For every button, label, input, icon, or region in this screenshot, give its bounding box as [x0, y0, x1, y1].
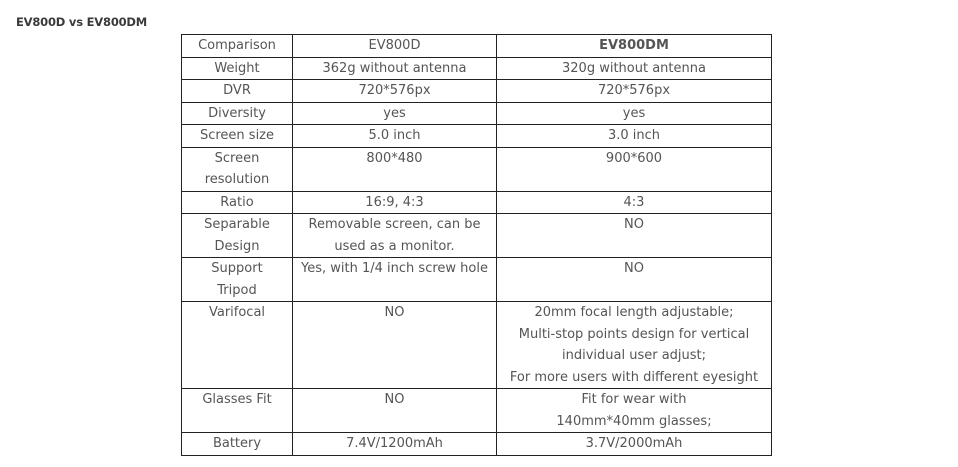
- row-label-cell: [182, 214, 293, 258]
- ev800d-value-cell: [293, 302, 497, 389]
- ev800d-value-cell: [293, 258, 497, 302]
- ev800dm-value-cell: [497, 433, 772, 456]
- cell-text-line: 800*480: [366, 150, 423, 166]
- row-label-cell: [182, 258, 293, 302]
- cell-text-line: Battery: [212, 436, 262, 451]
- cell-text-line: 3.7V/2000mAh: [585, 436, 683, 451]
- cell-text-line: Fit for wear with: [581, 392, 687, 407]
- cell-text-line: 3.0 inch: [607, 128, 661, 143]
- row-label-cell: [182, 302, 293, 389]
- table-row: [182, 214, 772, 258]
- cell-text-line: 720*576px: [358, 83, 431, 98]
- ev800d-value-cell: [293, 214, 497, 258]
- table-row: [182, 258, 772, 302]
- table-row: [182, 433, 772, 456]
- cell-text-line: Screen: [214, 150, 260, 166]
- cell-text-line: Multi-stop points design for vertical: [518, 326, 750, 342]
- cell-text-line: NO: [384, 392, 405, 407]
- ev800dm-value-cell: [497, 125, 772, 148]
- table-row: [182, 147, 772, 191]
- cell-text-line: individual user adjust;: [561, 348, 707, 363]
- table-row: [182, 302, 772, 389]
- cell-text-line: yes: [622, 105, 646, 121]
- ev800d-value-cell: [293, 147, 497, 191]
- ev800dm-value-cell: [497, 302, 772, 389]
- ev800d-value-cell: [293, 389, 497, 433]
- ev800d-value-cell: [293, 125, 497, 148]
- cell-text-line: NO: [384, 305, 405, 320]
- ev800dm-value-cell: [497, 191, 772, 214]
- ev800d-value-cell: [293, 191, 497, 214]
- table-row: [182, 80, 772, 103]
- ev800dm-value-cell: [497, 389, 772, 433]
- cell-text-line: Support: [211, 261, 263, 276]
- table-row: [182, 57, 772, 80]
- row-label-cell: [182, 389, 293, 433]
- cell-text-line: Screen size: [199, 128, 275, 143]
- comparison-table: [181, 34, 772, 456]
- cell-text-line: Separable: [204, 217, 270, 232]
- row-label-cell: [182, 80, 293, 103]
- ev800dm-value-cell: [497, 80, 772, 103]
- cell-text-line: Varifocal: [208, 305, 266, 320]
- header-cell-ev800dm: EV800DM: [497, 35, 772, 58]
- cell-text-line: Yes, with 1/4 inch screw hole: [301, 261, 488, 276]
- table-row: [182, 125, 772, 148]
- cell-text-line: Ratio: [220, 194, 254, 210]
- cell-text-line: NO: [624, 261, 644, 276]
- cell-text-line: Design: [214, 238, 260, 254]
- cell-text-line: 4:3: [623, 194, 645, 210]
- cell-text-line: resolution: [204, 172, 270, 187]
- cell-text-line: For more users with different eyesight: [509, 369, 759, 385]
- cell-text-line: Diversity: [208, 105, 266, 121]
- page-title: EV800D vs EV800DM: [16, 15, 148, 29]
- cell-text-line: 320g without antenna: [562, 60, 706, 76]
- ev800dm-value-cell: [497, 102, 772, 125]
- cell-text-line: Glasses Fit: [202, 392, 272, 407]
- row-label-cell: [182, 191, 293, 214]
- table-row: [182, 389, 772, 433]
- cell-text-line: 20mm focal length adjustable;: [534, 305, 734, 320]
- cell-text-line: 16:9, 4:3: [365, 194, 424, 210]
- ev800d-value-cell: [293, 433, 497, 456]
- cell-text-line: 362g without antenna: [322, 60, 467, 76]
- table-row: [182, 191, 772, 214]
- row-label-cell: [182, 125, 293, 148]
- ev800d-value-cell: [293, 57, 497, 80]
- cell-text-line: DVR: [223, 83, 251, 98]
- cell-text-line: NO: [624, 217, 644, 232]
- table-row: [182, 102, 772, 125]
- cell-text-line: Weight: [214, 60, 260, 76]
- ev800dm-value-cell: [497, 258, 772, 302]
- cell-text-line: 140mm*40mm glasses;: [556, 413, 712, 429]
- ev800dm-value-cell: [497, 214, 772, 258]
- table-header-row: [182, 35, 772, 58]
- ev800d-value-cell: [293, 102, 497, 125]
- row-label-cell: [182, 433, 293, 456]
- cell-text-line: 720*576px: [597, 83, 671, 98]
- cell-text-line: Removable screen, can be: [308, 217, 481, 232]
- row-label-cell: [182, 57, 293, 80]
- header-cell-ev800d: EV800D: [293, 35, 497, 58]
- cell-text-line: 900*600: [605, 150, 663, 166]
- cell-text-line: Tripod: [217, 282, 257, 298]
- cell-text-line: used as a monitor.: [334, 238, 455, 254]
- cell-text-line: 7.4V/1200mAh: [346, 436, 443, 451]
- ev800dm-value-cell: [497, 57, 772, 80]
- ev800dm-value-cell: [497, 147, 772, 191]
- row-label-cell: [182, 102, 293, 125]
- row-label-cell: [182, 147, 293, 191]
- header-cell-comparison: Comparison: [182, 35, 293, 58]
- cell-text-line: yes: [383, 105, 406, 121]
- ev800d-value-cell: [293, 80, 497, 103]
- cell-text-line: 5.0 inch: [368, 128, 421, 143]
